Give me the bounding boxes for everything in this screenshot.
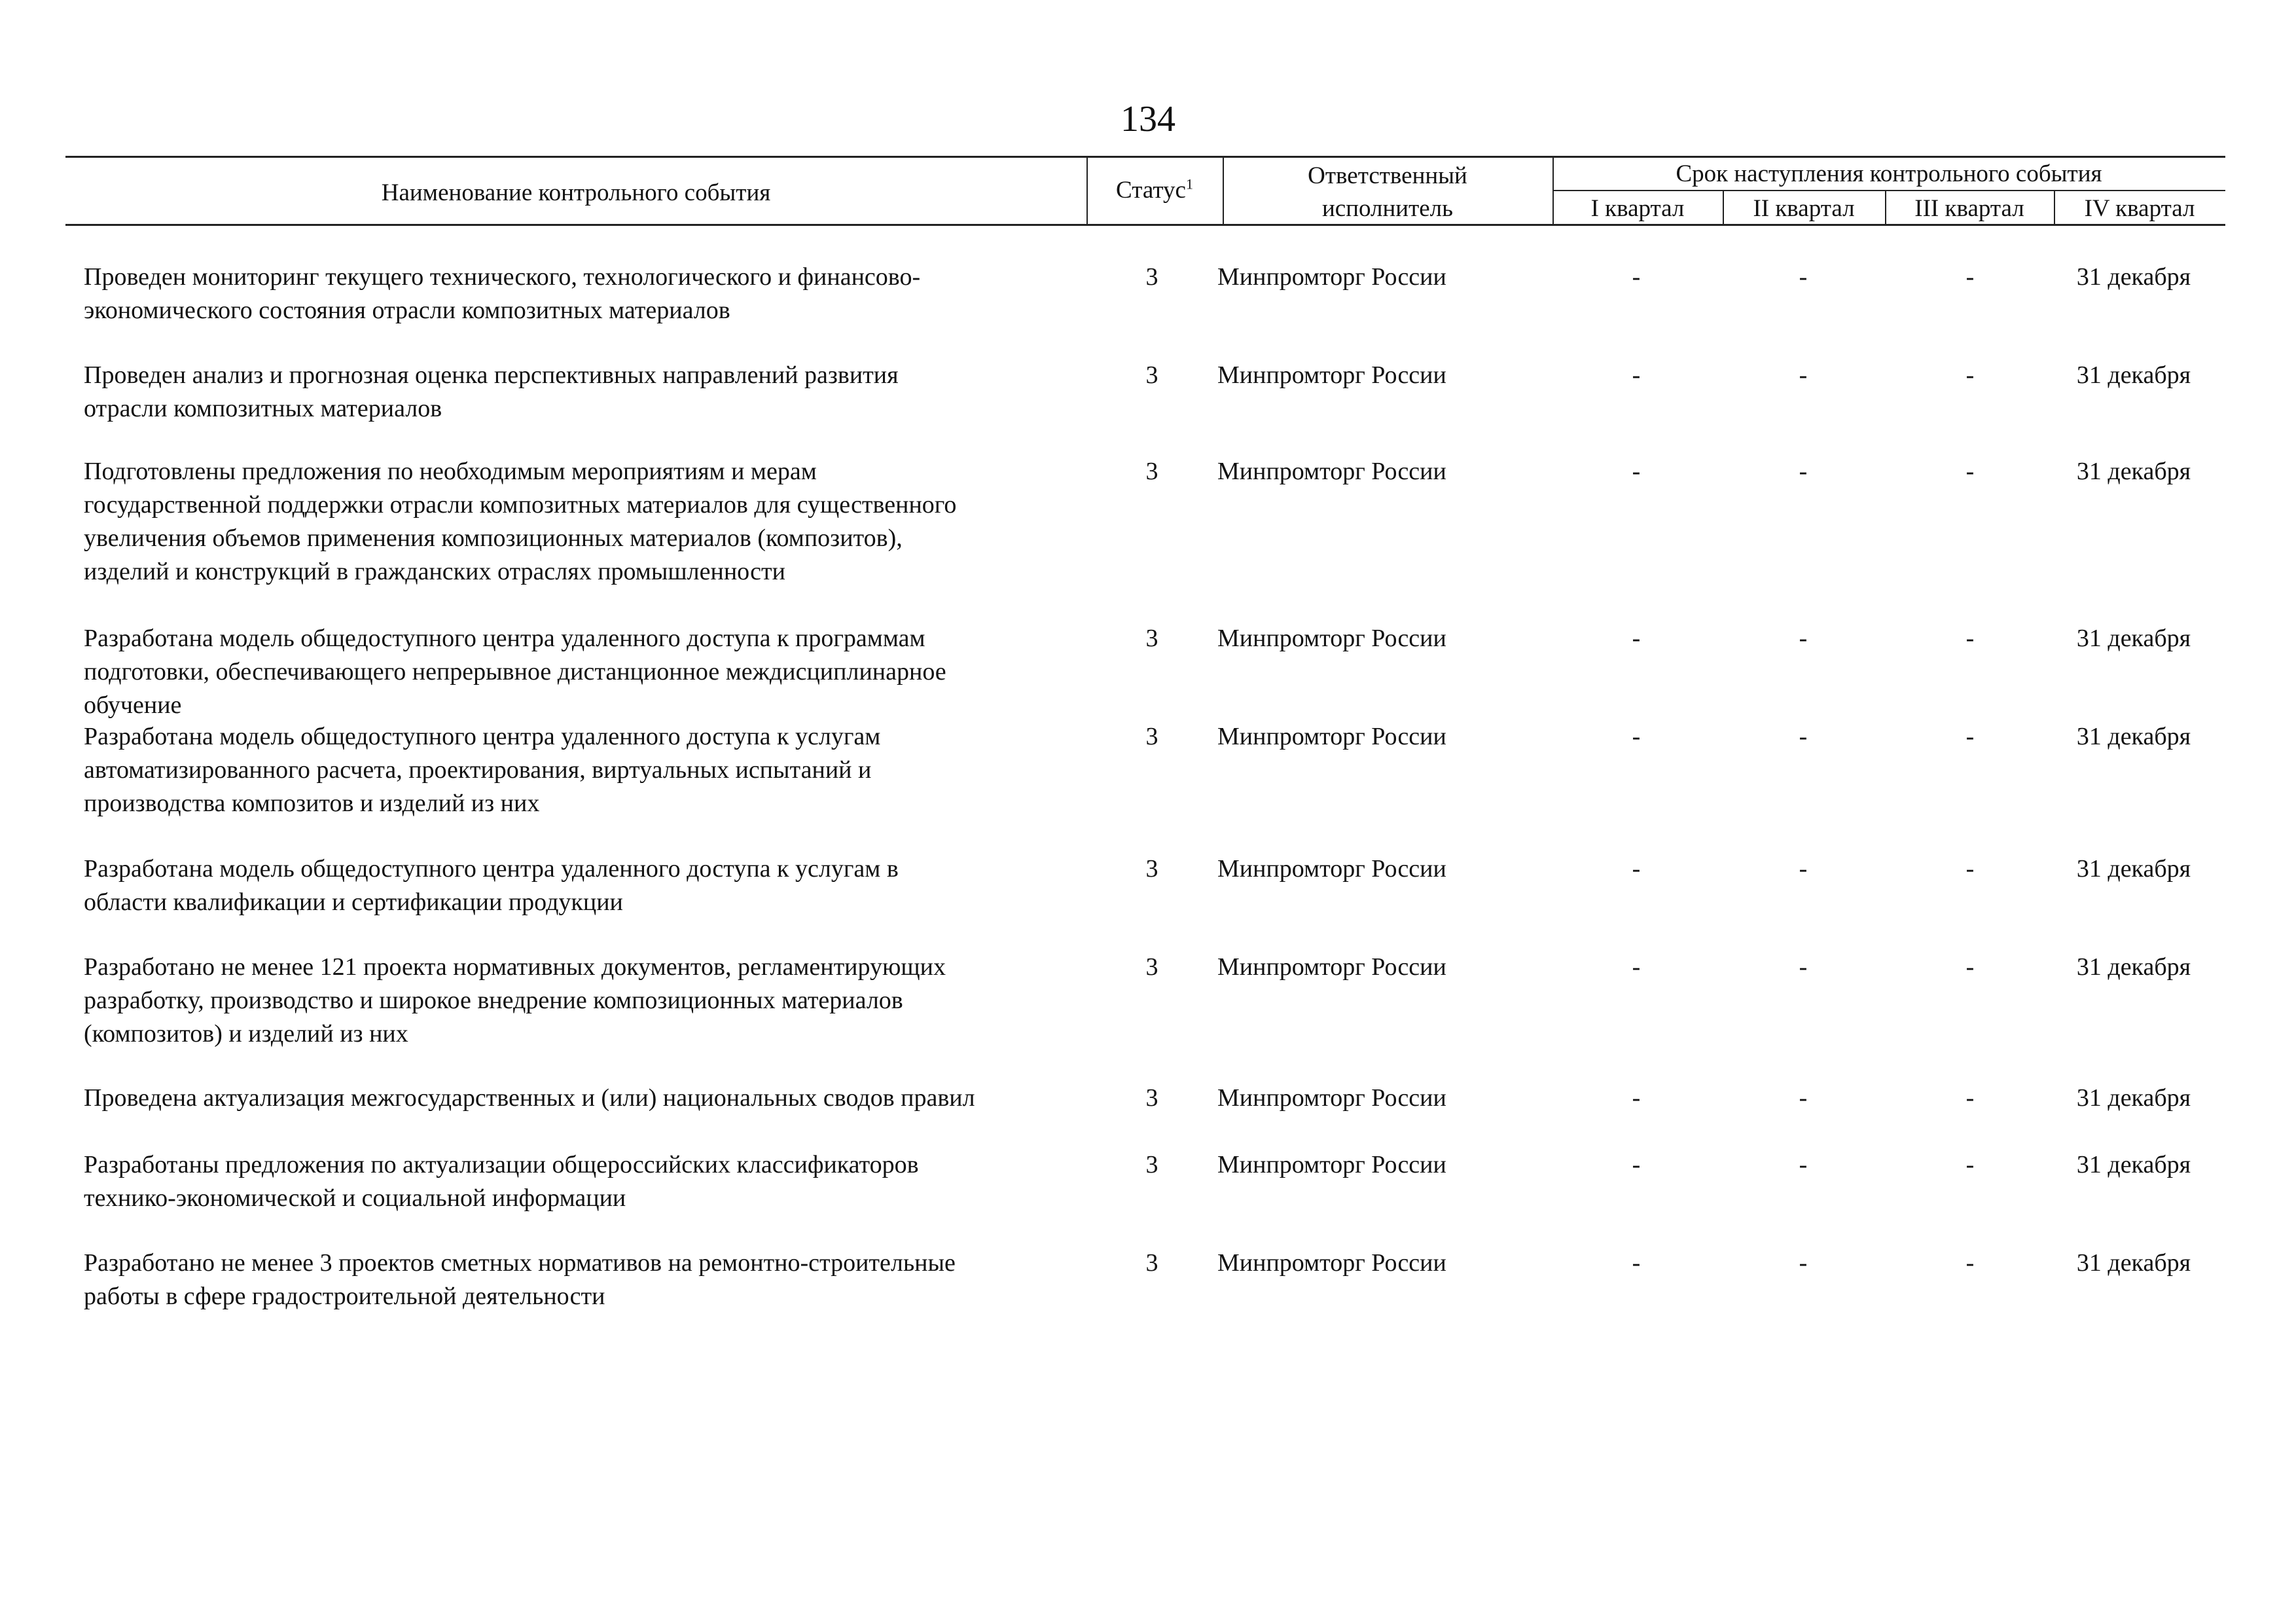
q4-cell: 31 декабря [2076, 458, 2191, 485]
q3-cell: - [1965, 1084, 1975, 1112]
executor-cell: Минпромторг России [1217, 1151, 1446, 1178]
event-name-line: увеличения объемов применения композиционных материалов (композитов), [84, 524, 903, 552]
event-name-line: Разработана модель общедоступного центра удаленного доступа к услугам [84, 723, 881, 750]
event-name-line: Разработано не менее 3 проектов сметных нормативов на ремонтно-строительные [84, 1249, 956, 1277]
q2-cell: - [1799, 1084, 1808, 1112]
event-name-line: изделий и конструкций в гражданских отраслях промышленности [84, 558, 785, 585]
q1-cell: - [1632, 625, 1641, 652]
q1-cell: - [1632, 458, 1641, 485]
q4-cell: 31 декабря [2076, 263, 2191, 291]
q1-cell: - [1632, 855, 1641, 883]
q3-cell: - [1965, 953, 1975, 981]
status-cell: 3 [1145, 855, 1158, 883]
status-footnote-mark: 1 [1185, 175, 1193, 192]
event-name-line: производства композитов и изделий из них [84, 790, 540, 817]
q2-cell: - [1799, 1249, 1808, 1277]
executor-cell: Минпромторг России [1217, 361, 1446, 389]
q1-cell: - [1632, 263, 1641, 291]
event-name-cell [84, 359, 1079, 426]
event-name-cell [84, 261, 1079, 327]
event-name-line: Проведена актуализация межгосударственных и (или) национальных сводов правил [84, 1084, 975, 1112]
q4-cell: 31 декабря [2076, 953, 2191, 981]
executor-cell: Минпромторг России [1217, 458, 1446, 485]
q4-cell: 31 декабря [2076, 723, 2191, 750]
event-name-cell [84, 455, 1079, 589]
event-name-line: разработку, производство и широкое внедрение композиционных материалов [84, 987, 903, 1014]
q2-cell: - [1799, 625, 1808, 652]
event-name-cell [84, 1247, 1079, 1313]
event-name-line: отрасли композитных материалов [84, 395, 442, 422]
event-name-line: государственной поддержки отрасли композитных материалов для существенного [84, 491, 957, 519]
event-name-line: подготовки, обеспечивающего непрерывное дистанционное междисциплинарное [84, 658, 946, 685]
status-cell: 3 [1145, 458, 1158, 485]
event-name-line: экономического состояния отрасли композитных материалов [84, 297, 730, 324]
event-name-line: Разработаны предложения по актуализации общероссийских классификаторов [84, 1151, 919, 1178]
q4-cell: 31 декабря [2076, 361, 2191, 389]
event-name-line: Проведен анализ и прогнозная оценка перспективных направлений развития [84, 361, 899, 389]
header-event-name: Наименование контрольного события [381, 179, 771, 206]
q2-cell: - [1799, 458, 1808, 485]
executor-cell: Минпромторг России [1217, 1249, 1446, 1277]
event-name-cell [84, 852, 1079, 919]
event-name-line: Разработано не менее 121 проекта нормативных документов, регламентирующих [84, 953, 946, 981]
q4-cell: 31 декабря [2076, 1249, 2191, 1277]
event-name-line: автоматизированного расчета, проектирования, виртуальных испытаний и [84, 756, 872, 784]
executor-cell: Минпромторг России [1217, 723, 1446, 750]
header-deadline-group: Срок наступления контрольного события [1676, 160, 2102, 187]
event-name-line: Разработана модель общедоступного центра удаленного доступа к программам [84, 625, 925, 652]
header-top-rule [65, 156, 2225, 158]
header-q2: II квартал [1753, 195, 1855, 222]
q4-cell: 31 декабря [2076, 1151, 2191, 1178]
q1-cell: - [1632, 953, 1641, 981]
q1-cell: - [1632, 723, 1641, 750]
q3-cell: - [1965, 361, 1975, 389]
q3-cell: - [1965, 1151, 1975, 1178]
q3-cell: - [1965, 263, 1975, 291]
q1-cell: - [1632, 1084, 1641, 1112]
header-executor-line1: Ответственный [1308, 162, 1467, 189]
page-number: 134 [1121, 99, 1175, 139]
q3-cell: - [1965, 458, 1975, 485]
status-cell: 3 [1145, 953, 1158, 981]
q3-cell: - [1965, 855, 1975, 883]
q3-cell: - [1965, 1249, 1975, 1277]
status-cell: 3 [1145, 263, 1158, 291]
header-status-label: Статус [1116, 177, 1186, 204]
q4-cell: 31 декабря [2076, 1084, 2191, 1112]
header-executor-line2: исполнитель [1321, 195, 1454, 222]
status-cell: 3 [1145, 1084, 1158, 1112]
event-name-line: Подготовлены предложения по необходимым мероприятиям и мерам [84, 458, 817, 485]
event-name-line: Проведен мониторинг текущего технического, технологического и финансово- [84, 263, 921, 291]
status-cell: 3 [1145, 361, 1158, 389]
executor-cell: Минпромторг России [1217, 1084, 1446, 1112]
status-cell: 3 [1145, 1249, 1158, 1277]
q1-cell: - [1632, 361, 1641, 389]
q2-cell: - [1799, 361, 1808, 389]
executor-cell: Минпромторг России [1217, 263, 1446, 291]
q2-cell: - [1799, 1151, 1808, 1178]
q1-cell: - [1632, 1249, 1641, 1277]
event-name-cell [84, 720, 1079, 820]
executor-cell: Минпромторг России [1217, 855, 1446, 883]
q3-cell: - [1965, 625, 1975, 652]
status-cell: 3 [1145, 723, 1158, 750]
executor-cell: Минпромторг России [1217, 953, 1446, 981]
header-q1: I квартал [1590, 195, 1685, 222]
event-name-cell [84, 1082, 1079, 1115]
q3-cell: - [1965, 723, 1975, 750]
event-name-line: области квалификации и сертификации продукции [84, 888, 623, 916]
event-name-cell [84, 622, 1079, 722]
event-name-line: Разработана модель общедоступного центра удаленного доступа к услугам в [84, 855, 899, 883]
event-name-line: (композитов) и изделий из них [84, 1020, 408, 1048]
event-name-line: технико-экономической и социальной информации [84, 1184, 626, 1212]
status-cell: 3 [1145, 625, 1158, 652]
q2-cell: - [1799, 953, 1808, 981]
q2-cell: - [1799, 855, 1808, 883]
header-q4: IV квартал [2084, 195, 2195, 222]
event-name-cell [84, 951, 1079, 1051]
q4-cell: 31 декабря [2076, 625, 2191, 652]
header-status [1086, 175, 1223, 206]
status-cell: 3 [1145, 1151, 1158, 1178]
header-q3: III квартал [1914, 195, 2024, 222]
event-name-line: обучение [84, 691, 182, 719]
q4-cell: 31 декабря [2076, 855, 2191, 883]
event-name-cell [84, 1148, 1079, 1215]
q1-cell: - [1632, 1151, 1641, 1178]
executor-cell: Минпромторг России [1217, 625, 1446, 652]
event-name-line: работы в сфере градостроительной деятельности [84, 1283, 605, 1310]
q2-cell: - [1799, 263, 1808, 291]
header-bottom-rule [65, 224, 2225, 226]
q2-cell: - [1799, 723, 1808, 750]
deadline-group-rule [1552, 190, 2225, 191]
